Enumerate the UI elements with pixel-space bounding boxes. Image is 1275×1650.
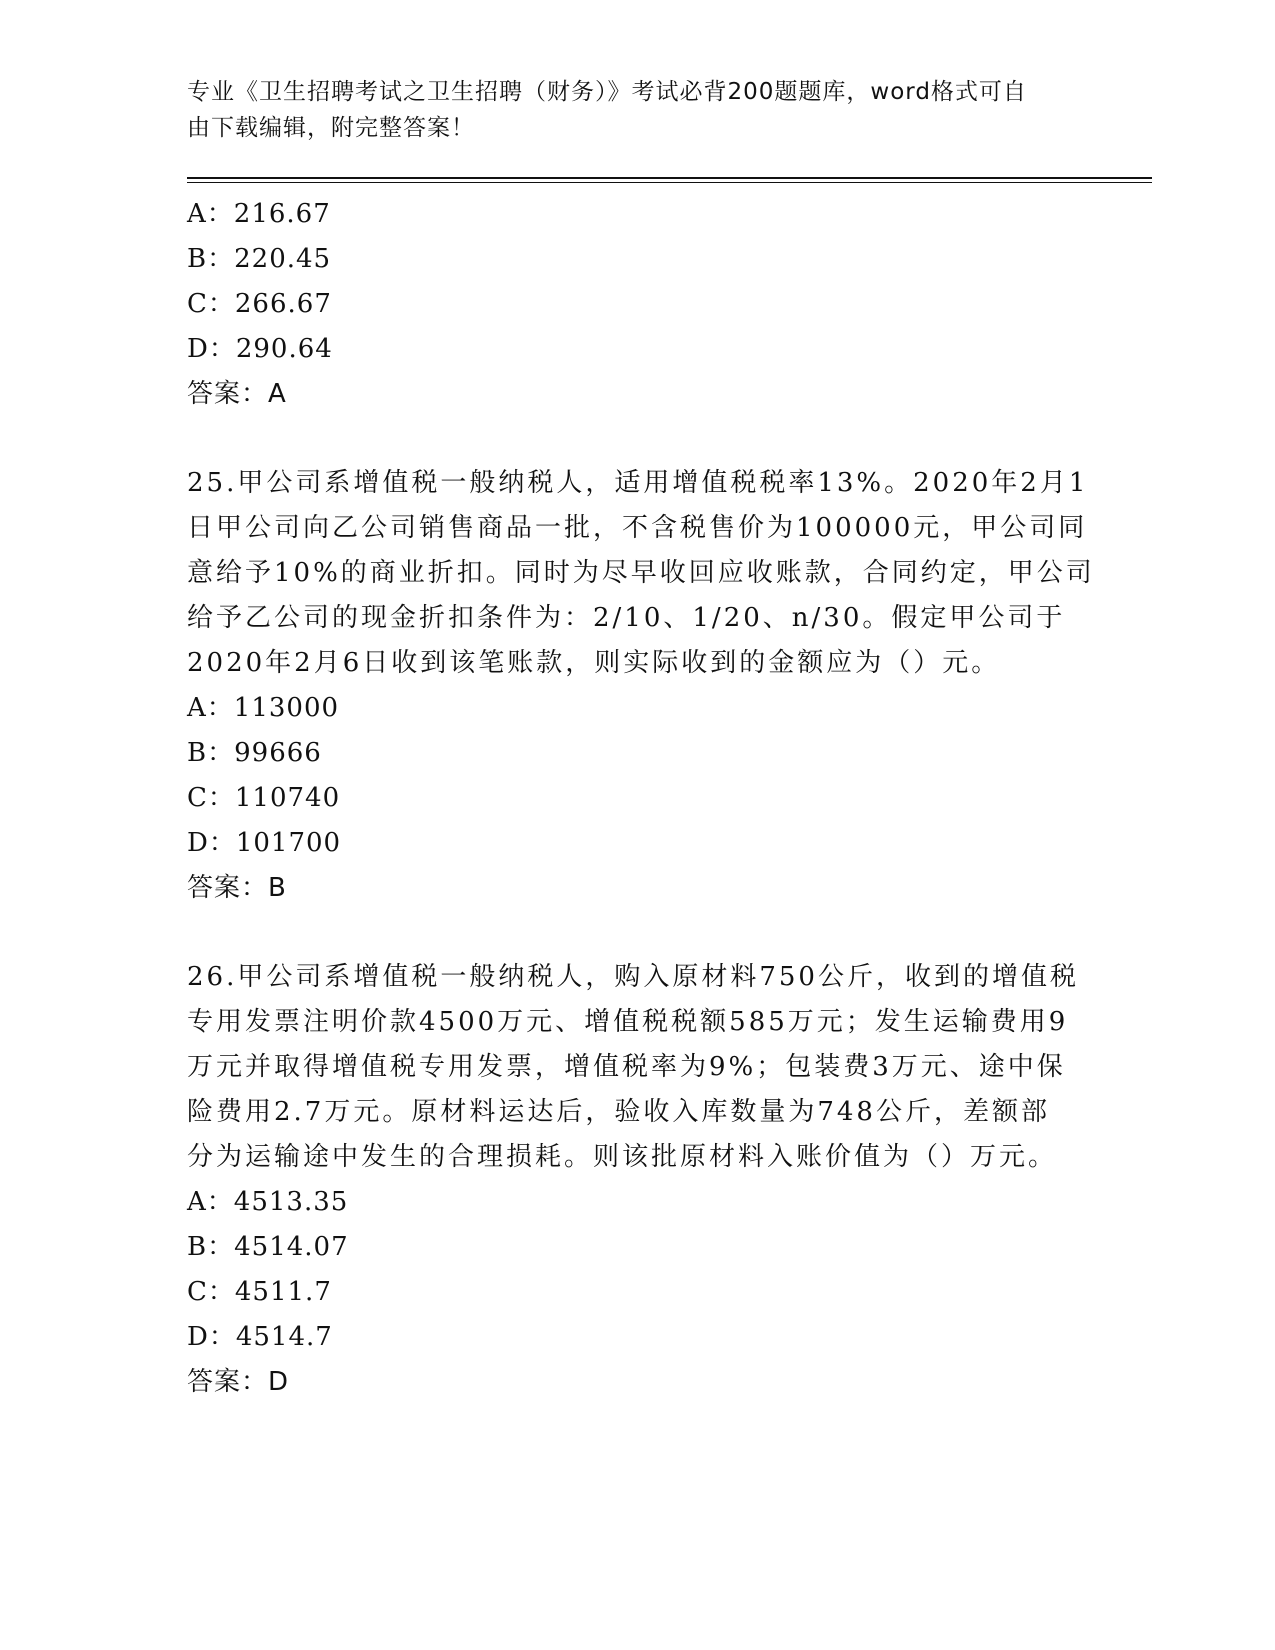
question-text-line: 万元并取得增值税专用发票，增值税率为9%；包装费3万元、途中保 xyxy=(187,1052,1066,1082)
option-d: D：101700 xyxy=(187,828,342,858)
option-c: C：4511.7 xyxy=(187,1277,332,1307)
question-block-24 xyxy=(187,192,1087,417)
document-header xyxy=(187,74,1087,146)
option-d: D：4514.7 xyxy=(187,1322,333,1352)
question-text-line: 给予乙公司的现金折扣条件为：2/10、1/20、n/30。假定甲公司于 xyxy=(187,603,1066,633)
option-d: D：290.64 xyxy=(187,334,333,364)
header-line-1: 专业《卫生招聘考试之卫生招聘（财务）》考试必背200题题库，word格式可自 xyxy=(187,79,1027,105)
option-b: B：220.45 xyxy=(187,244,332,274)
option-a: A：113000 xyxy=(187,693,340,723)
question-block-26 xyxy=(187,955,1087,1405)
document-body xyxy=(187,192,1095,1405)
answer-line: 答案：D xyxy=(187,1367,290,1397)
question-text-line: 意给予10%的商业折扣。同时为尽早收回应收账款，合同约定，甲公司 xyxy=(187,558,1095,588)
question-text-line: 26.甲公司系增值税一般纳税人，购入原材料750公斤，收到的增值税 xyxy=(187,962,1079,992)
question-text-line: 分为运输途中发生的合理损耗。则该批原材料入账价值为（）万元。 xyxy=(187,1142,1058,1172)
option-a: A：4513.35 xyxy=(187,1187,349,1217)
question-text-line: 25.甲公司系增值税一般纳税人，适用增值税税率13%。2020年2月1 xyxy=(187,468,1089,498)
answer-line: 答案：A xyxy=(187,379,287,409)
header-line-2: 由下载编辑，附完整答案！ xyxy=(187,115,475,141)
question-text-line: 日甲公司向乙公司销售商品一批，不含税售价为100000元，甲公司同 xyxy=(187,513,1088,543)
header-divider-thick xyxy=(187,177,1152,179)
option-b: B：4514.07 xyxy=(187,1232,349,1262)
question-block-25 xyxy=(187,461,1095,911)
option-a: A：216.67 xyxy=(187,199,331,229)
answer-line: 答案：B xyxy=(187,873,287,903)
question-text-line: 险费用2.7万元。原材料运达后，验收入库数量为748公斤，差额部 xyxy=(187,1097,1050,1127)
option-c: C：110740 xyxy=(187,783,341,813)
question-text-line: 专用发票注明价款4500万元、增值税税额585万元；发生运输费用9 xyxy=(187,1007,1069,1037)
question-text-line: 2020年2月6日收到该笔账款，则实际收到的金额应为（）元。 xyxy=(187,648,1001,678)
header-divider-thin xyxy=(187,182,1152,183)
option-c: C：266.67 xyxy=(187,289,332,319)
option-b: B：99666 xyxy=(187,738,322,768)
